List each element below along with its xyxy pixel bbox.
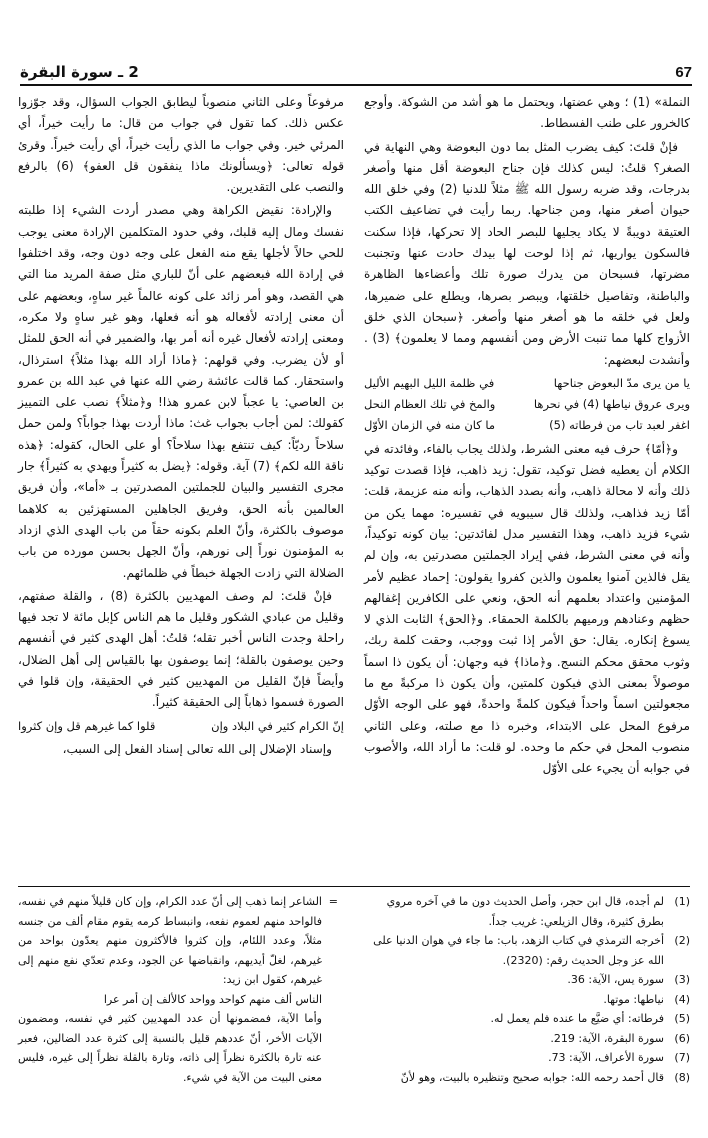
footnote bbox=[360, 1048, 690, 1068]
poem-line bbox=[364, 373, 690, 394]
footnote bbox=[360, 1029, 690, 1049]
footnote bbox=[360, 1009, 690, 1029]
paragraph: و﴿أمّا﴾ حرف فيه معنى الشرط، ولذلك يجاب بالفاء، وفائدته في الكلام أن يعطيه فضل توكيد، تقول: زيد ذاهب، فإذا قصدت توكيد ذلك وأنه لا محالة ذاهب، وأنه بصدد الذهاب، وأنه منه عزيمة، قلت: أمّا زيد فذاهب، ولذلك قال سيبويه في تفسيره: مهما يكن من شيء فزيد ذاهب، وهذا التفسير مدل لفائدتين: بيان كونه توكيداً، وأنه في معنى الشرط، ففي إيراد الجملتين مصدرتين به، وإن لم يقل فالذين آمنوا يعلمون والذين كفروا يقولون: إحماد عظيم لأمر المؤمنين واعتداد بعلمهم أنه الحق، ونعي على الكافرين إغفالهم حظهم وعنادهم ورميهم بالكلمة الحمقاء. و﴿الحق﴾ الثابت الذي لا يسوغ إنكاره. يقال: حق الأمر إذا ثبت ووجب، وحقت كلمة ربك، وثوب محقق محكم النسج. و﴿ماذا﴾ فيه وجهان: أن يكون ذا اسماً موصولاً بمعنى الذي فيكون كلمتين، وأن يكون ذا مركبةً مع ما مجعولتين اسماً واحداً فيكون كلمةً واحدةً، فهو على الوجه الأوّل مرفوع المحل على الابتداء، وخبره ذا مع صلته، وعلى الثاني منصوب المحل في حكم ما وحده. لو قلت: ما أراد الله، والأصوب في جوابه أن يجيء على الأوّل bbox=[364, 441, 690, 776]
footnote-number: (6) bbox=[674, 1031, 690, 1045]
footnote-verse: الناس ألف منهم كواحد وواحد كالألف إن أمر عرا bbox=[103, 992, 322, 1006]
poem bbox=[18, 716, 344, 737]
footnote-text: فرطاته: أي ضيَّع ما عنده فلم يعمل له. bbox=[490, 1012, 664, 1025]
footnote-number: (1) bbox=[674, 895, 690, 908]
footnote bbox=[360, 1068, 690, 1088]
paragraph: النملة» (1) ؛ وهي عضتها، ويحتمل ما هو أشد من الشوكة. وأوجع كالخرور على طنب الفسطاط. bbox=[364, 95, 690, 131]
poem-line bbox=[364, 415, 690, 436]
hemistich: قلوا كما غيرهم قل وإن كثروا bbox=[18, 718, 156, 733]
paragraph: فإنْ قلتَ: لم وصف المهديين بالكثرة (8) ، والقلة صفتهم، وقليل من عبادي الشكور وقليل ما هم الناس كإبل مائة لا تجد فيها راحلة وجدت الناس أخبر تقله؛ قلتُ: أهل الهدى كثير في أنفسهم وحين يوصفون بالقلة؛ إنما يوصفون بها بالقياس إلى أهل الضلال، وأيضاً فإنّ القليل من المهديين كثير في الحقيقة، وإن قلوا في الصورة فسموا ذهاباً إلى الحقيقة كثيراً. bbox=[18, 588, 344, 710]
paragraph: والإرادة: نقيض الكراهة وهي مصدر أردت الشيء إذا طلبته نفسك ومال إليه قلبك، وفي حدود المتكلمين الإرادة معنى يوجب للحي حالاً لأجلها يقع منه الفعل على وجه دون وجه، وقد اختلفوا في إرادة الله فبعضهم على أنّ للباري مثل صفة المريد منا التي هي القصد، وهو أمر زائد على كونه عالماً غير ساهٍ، وبعضهم على أن معنى إرادته لأفعاله هو أنه فعلها، وهو غير ساهٍ ولا مكره، ومعنى إرادته لأفعال غيره أنه أمر بها، والضمير في أنه الحق للمثل أو لأن يضرب. وفي قولهم: ﴿ماذا أراد الله بهذا مثلاً﴾ استرذال، واستحقار. كما قالت عائشة رضي الله عنها في عبد الله بن عمرو بن العاصي: يا عجباً لابن عمرو هذا! و﴿مثلاً﴾ نصب على التمييز كقولك: لمن أجاب بجواب غث: ماذا أردت بهذا جواباً؟ ولمن حمل سلاحاً رديّاً: كيف تنتفع بهذا سلاحاً؟ أو على الحال، كقوله: ﴿هذه ناقة الله لكم﴾ (7) آية. وقوله: ﴿يضل به كثيراً ويهدي به كثيراً﴾ جار مجرى التفسير والبيان للجملتين المصدرتين بـ «أما»، وأن فريق العالمين بأنه الحق، وفريق الجاهلين المستهزئين به كلاهما موصوف بالكثرة، وأنّ العلم بكونه حقاً من باب الهدى الذي ازداد به المؤمنون نوراً إلى نورهم، وأنّ الجهل بحسن مورده من باب الضلالة التي زادت الجهلة خبطاً في ظلمائهم. bbox=[18, 203, 344, 580]
continuation-mark: = bbox=[328, 895, 338, 908]
footnote-number: (2) bbox=[674, 934, 690, 947]
footnote bbox=[360, 970, 690, 990]
hemistich: والمخ في تلك العظام النحل bbox=[364, 397, 496, 412]
page-header bbox=[20, 62, 692, 86]
footnote-text: وأما الآية، فمضمونها أن عدد المهديين كثير في نفسه، ومضمون الآيات الأخر، أنّ عددهم قليل بالنسبة إلى كثرة عدد الضالين، فعبر عنه تارة بالكثرة نظراً إلى ذاته، وتارة بالقلة نظراً إلى غيره، فليس معنى البيت من الآية في شيء. bbox=[18, 1012, 322, 1084]
footnote bbox=[360, 931, 690, 970]
footnote bbox=[360, 892, 690, 931]
footnote-text: أخرجه الترمذي في كتاب الزهد، باب: ما جاء في هوان الدنيا على الله عز وجل الحديث رقم: (2320). bbox=[373, 934, 664, 967]
footnote-text: نياطها: موتها. bbox=[603, 992, 664, 1006]
footnote bbox=[360, 990, 690, 1010]
footnotes-right bbox=[360, 892, 690, 1082]
hemistich: اغفر لعبد تاب من فرطاته (5) bbox=[549, 418, 690, 433]
footnote-separator bbox=[18, 886, 690, 887]
page-number: 67 bbox=[675, 64, 692, 81]
footnote-text: سورة البقرة، الآية: 219. bbox=[550, 1031, 664, 1045]
hemistich: ما كان منه في الزمان الأوّل bbox=[364, 418, 496, 433]
paragraph: فإنْ قلتَ: كيف يضرب المثل بما دون البعوضة وهي النهاية في الصغر؟ قلتُ: ليس كذلك فإن جناح البعوضة أقل منها وأصغر بدرجات، وقد ضربه رسول الله ﷺ مثلاً للدنيا (2) وفي خلق الله حيوان أصغر منها، ومن جناحها. ربما رأيت في تضاعيف الكتب العتيقة دويبةً لا يكاد يجليها للبصر الحاد إلا تحركها، فإذا سكنت فالسكون يواريها، ثم إذا لوحت لها بيدك حادت عنها وتجنبت مضرتها، فسبحان من يدرك صورة تلك وأعضاءها الظاهرة والباطنة، وتفاصيل خلقتها، ويبصر بصرها، ويطلع على ضميرها، ولعل في خلقه ما هو أصغر منها وأصغر. ﴿سبحان الذي خلق الأزواج كلها مما تنبت الأرض ومن أنفسهم ومما لا يعلمون﴾ (3) . وأنشدت لبعضهم: bbox=[364, 139, 690, 367]
footnotes-left bbox=[18, 892, 336, 1082]
footnote-text: لم أجده، قال ابن حجر، وأصل الحديث دون ما في آخره مروي بطرق كثيرة، وقال الزيلعي: غريب جداً. bbox=[386, 895, 664, 928]
left-column bbox=[18, 92, 344, 884]
footnote-text: قال أحمد رحمه الله: جوابه صحيح وتنظيره بالبيت، وهو لأنّ bbox=[400, 1070, 664, 1084]
footnote-text: سورة يس، الآية: 36. bbox=[567, 973, 664, 986]
running-title: 2 ـ سورة البقرة bbox=[20, 63, 139, 81]
footnote-text: سورة الأعراف، الآية: 73. bbox=[548, 1051, 664, 1064]
hemistich: يا من يرى مدّ البعوض جناحها bbox=[553, 375, 690, 390]
footnote-number: (8) bbox=[674, 1070, 690, 1084]
footnote-number: (3) bbox=[674, 973, 690, 986]
hemistich: ويرى عروق نياطها (4) في نحرها bbox=[533, 397, 690, 412]
hemistich: في ظلمة الليل البهيم الأليل bbox=[364, 375, 495, 390]
footnote-text: الشاعر إنما ذهب إلى أنّ عدد الكرام، وإن كان قليلاً منهم في نفسه، فالواحد منهم لعموم نفعه، وانبساط كرمه يقوم مقام ألف من جنسه مثلاً، وعدد اللئام، وإن كثروا فالأكثرون منهم يعدّون بواحد من غيرهم، لغلّ أيديهم، وانقباضها عن الجود، وعدم تعدّي نفع منهم إلى غيرهم، كقول ابن زيد: bbox=[18, 895, 322, 986]
paragraph: مرفوعاً وعلى الثاني منصوباً ليطابق الجواب السؤال، وقد جوّزوا عكس ذلك. كما تقول في جواب من قال: ما رأيت خيراً، أي المرئي خير. وفي جواب ما الذي رأيت خيراً، أي رأيت خيراً. وقرئ قوله تعالى: ﴿ويسألونك ماذا ينفقون قل العفو﴾ (6) بالرفع والنصب على التقديرين. bbox=[18, 95, 344, 195]
footnote-number: (4) bbox=[674, 992, 690, 1006]
poem-line bbox=[18, 716, 344, 737]
poem-line bbox=[364, 394, 690, 415]
hemistich: إنّ الكرام كثير في البلاد وإن bbox=[211, 718, 344, 733]
footnote-number: (5) bbox=[674, 1012, 690, 1025]
right-column bbox=[364, 92, 690, 884]
paragraph: وإسناد الإضلال إلى الله تعالى إسناد الفعل إلى السبب، bbox=[62, 741, 332, 756]
poem bbox=[364, 373, 690, 437]
footnote-number: (7) bbox=[674, 1051, 690, 1064]
